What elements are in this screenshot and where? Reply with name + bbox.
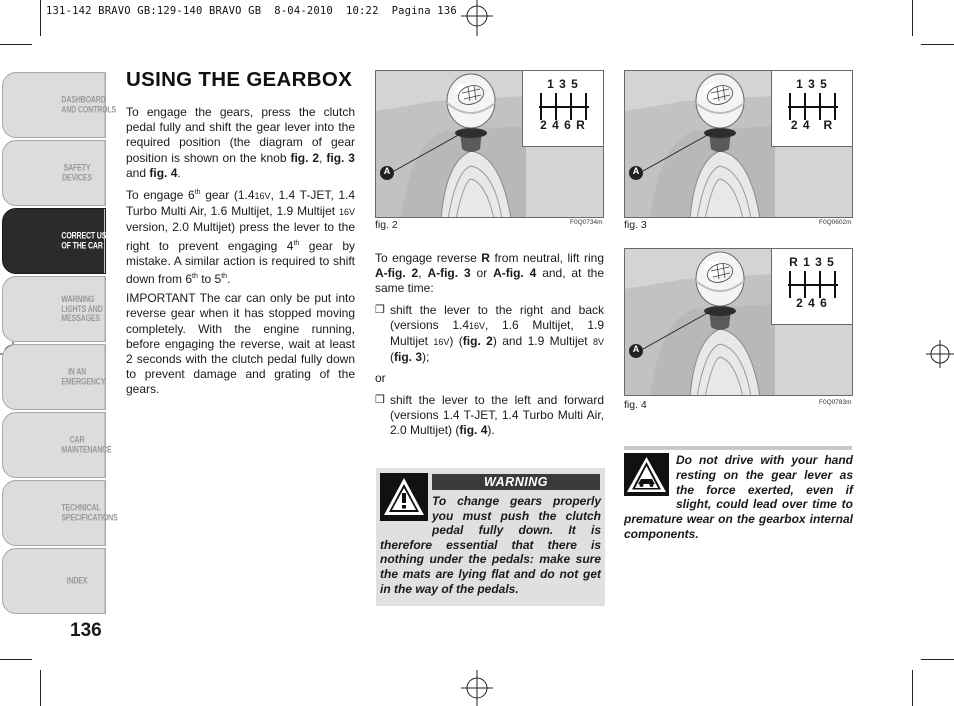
- registration-mark-bottom: [456, 666, 498, 706]
- tab-chapter-5[interactable]: [2, 412, 112, 478]
- diagram-top-row: 1 3 5: [547, 77, 579, 91]
- tab-label: IN AN EMERGENCY: [61, 366, 106, 386]
- list-item: ❒ shift the lever to the left and forward (versions 1.4 T-JET, 1.4 Turbo Multi Air, 2.0 Multijet) (fig. 4).: [375, 392, 604, 438]
- tab-label: CAR MAINTENANCE: [61, 434, 112, 454]
- print-header: 131-142 BRAVO GB:129-140 BRAVO GB 8-04-2010 10:22 Pagina 136: [46, 5, 457, 17]
- ring-label-a: A: [383, 166, 391, 176]
- gear-lever-figure: [624, 70, 853, 218]
- tab-label: DASHBOARD AND CONTROLS: [61, 94, 117, 114]
- ring-label-a: A: [632, 344, 640, 354]
- tab-label: WARNING LIGHTS AND MESSAGES: [61, 293, 103, 323]
- paragraph-sixth-gear: To engage 6th gear (1.416V, 1.4 T-JET, 1.4 Turbo Multi Air, 1.6 Multijet, 1.9 Multijet 16V version, 2.0 Multijet) press the lever to the right to prevent engaging 4th gear by mistake. A similar action is required to shift down from 6th to 5th.: [126, 188, 355, 287]
- tab-chapter-6[interactable]: [2, 480, 118, 546]
- tab-chapter-3[interactable]: [2, 276, 106, 342]
- gear-shift-diagram: [771, 248, 853, 325]
- tab-chapter-0[interactable]: [2, 72, 117, 138]
- figure-caption: fig. 2: [375, 219, 398, 231]
- tab-chapter-1[interactable]: [2, 140, 106, 206]
- diagram-top-row: 1 3 5: [796, 77, 828, 91]
- figure-code: F0Q0734m: [570, 219, 603, 226]
- paragraph-important: IMPORTANT The car can only be put into reverse gear when it has stopped moving completely. With the engine running, before engaging the reverse, wait at least 2 seconds with the clutch pedal fully down to prevent damage and grating of the gears.: [126, 291, 355, 397]
- gear-shift-diagram: [771, 70, 853, 147]
- section-title: USING THE GEARBOX: [126, 68, 353, 91]
- registration-mark-right: [924, 334, 954, 374]
- tab-label: SAFETY DEVICES: [62, 162, 92, 182]
- diagram-bottom-row: 2 4 6: [796, 296, 828, 310]
- ring-label-a: A: [632, 166, 640, 176]
- text-column-left: [126, 105, 355, 402]
- figure-caption: fig. 4: [624, 399, 647, 411]
- page-number: 136: [70, 620, 102, 641]
- checkbox-bullet-icon: ❒: [375, 303, 385, 316]
- figure-caption: fig. 3: [624, 219, 647, 231]
- gear-lever-figure: [375, 70, 604, 218]
- checkbox-bullet-icon: ❒: [375, 393, 385, 406]
- paragraph-reverse: To engage reverse R from neutral, lift ring A-fig. 2, A-fig. 3 or A-fig. 4 and, at the same time:: [375, 251, 605, 296]
- tab-chapter-7[interactable]: [2, 548, 106, 614]
- diagram-bottom-row: 2 4 R: [790, 118, 834, 132]
- tab-label: INDEX: [66, 575, 88, 586]
- list-item: ❒ shift the lever to the right and back (versions 1.416V, 1.6 Multijet, 1.9 Multijet 16V) (fig. 2) and 1.9 Multijet 8V (fig. 3);: [375, 302, 605, 365]
- registration-mark-top: [456, 0, 498, 40]
- warning-title: WARNING: [432, 474, 600, 490]
- tab-chapter-2[interactable]: [2, 208, 111, 274]
- figure-code: F0Q0602m: [819, 219, 852, 226]
- tab-label: CORRECT USE OF THE CAR: [61, 230, 111, 250]
- paragraph-engage-gears: To engage the gears, press the clutch pedal fully and shift the gear lever into the required position (the diagram of gear position is shown on the knob fig. 2, fig. 3 and fig. 4.: [126, 105, 355, 180]
- tab-chapter-4[interactable]: [2, 344, 106, 410]
- diagram-bottom-row: 2 4 6 R: [540, 118, 586, 132]
- gear-lever-figure: [624, 248, 853, 396]
- note-text: Do not drive with your hand resting on the gear lever as the force exerted, even if slight, could lead over time to premature wear on the gearbox internal components.: [624, 453, 853, 541]
- figure-code: F0Q0783m: [819, 399, 852, 406]
- tab-label: TECHNICAL SPECIFICATIONS: [61, 502, 118, 522]
- warning-text: To change gears properly you must push the clutch pedal fully down. It is therefore essential that there is nothing under the pedals: make sure the mats are lying flat and do not get in the way of the pedals.: [380, 494, 601, 596]
- text-column-middle: [375, 251, 604, 444]
- note-divider: [624, 446, 852, 450]
- diagram-top-row: R 1 3 5: [789, 255, 835, 269]
- or-separator: or: [375, 371, 386, 386]
- gear-shift-diagram: [522, 70, 604, 147]
